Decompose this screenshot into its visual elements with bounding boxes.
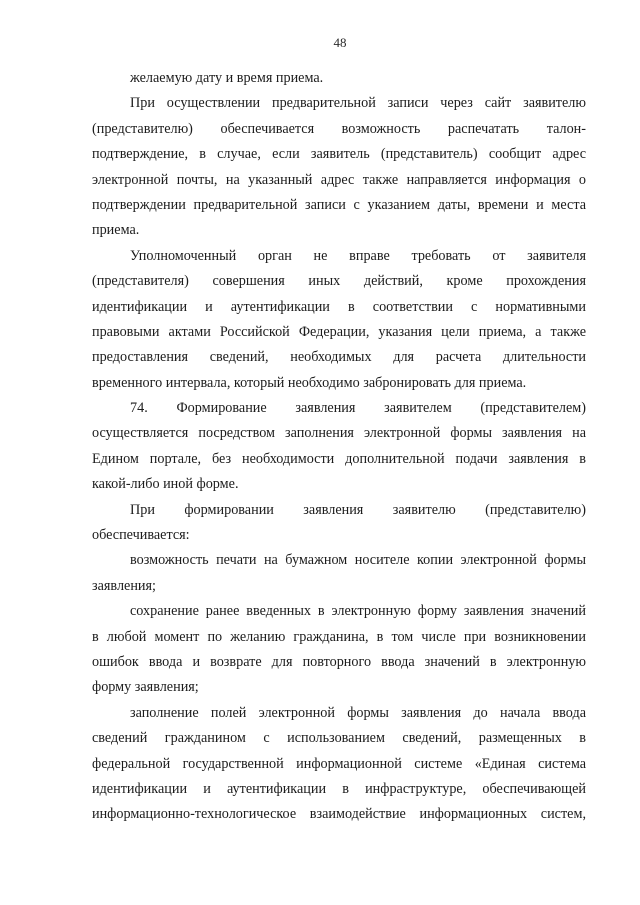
text-line: информационно-технологическое взаимодействие информационных систем, xyxy=(92,806,586,823)
text-line: в любой момент по желанию гражданина, в том числе при возникновении xyxy=(92,628,586,645)
text-line: заполнение полей электронной формы заявления до начала ввода xyxy=(130,704,586,721)
text-line: При формировании заявления заявителю (представителю) xyxy=(130,501,586,518)
paragraph xyxy=(92,498,586,549)
text-line: (представителю) обеспечивается возможность распечатать талон- xyxy=(92,120,586,137)
document-body xyxy=(92,66,586,828)
text-line: какой-либо иной форме. xyxy=(92,476,239,493)
paragraph xyxy=(92,66,586,91)
paragraph xyxy=(92,701,586,828)
text-line: 74. Формирование заявления заявителем (представителем) xyxy=(130,400,586,417)
text-line: обеспечивается: xyxy=(92,527,190,544)
text-line: заявления; xyxy=(92,577,156,594)
paragraph xyxy=(92,599,586,701)
paragraph xyxy=(92,548,586,599)
text-line: подтверждении предварительной записи с указанием даты, времени и места xyxy=(92,196,586,213)
text-line: федеральной государственной информационной системе «Единая система xyxy=(92,755,586,772)
text-line: форму заявления; xyxy=(92,679,199,696)
text-line: осуществляется посредством заполнения электронной формы заявления на xyxy=(92,425,586,442)
text-line: идентификации и аутентификации в соответствии с нормативными xyxy=(92,298,586,315)
text-line: возможность печати на бумажном носителе копии электронной формы xyxy=(130,552,586,569)
text-line: приема. xyxy=(92,222,140,239)
text-line: желаемую дату и время приема. xyxy=(130,70,324,86)
text-line: (представителя) совершения иных действий, кроме прохождения xyxy=(92,273,586,290)
text-line: правовыми актами Российской Федерации, указания цели приема, а также xyxy=(92,323,586,340)
text-line: подтверждение, в случае, если заявитель (представитель) сообщит адрес xyxy=(92,146,586,163)
text-line: идентификации и аутентификации в инфраструктуре, обеспечивающей xyxy=(92,780,586,797)
paragraph xyxy=(92,244,586,396)
text-line: предоставления сведений, необходимых для расчета длительности xyxy=(92,349,586,366)
paragraph xyxy=(92,396,586,498)
text-line: Уполномоченный орган не вправе требовать от заявителя xyxy=(130,247,586,264)
text-line: сведений гражданином с использованием сведений, размещенных в xyxy=(92,730,586,747)
text-line: электронной почты, на указанный адрес также направляется информация о xyxy=(92,171,586,188)
text-line: временного интервала, который необходимо забронировать для приема. xyxy=(92,374,527,391)
text-line: Едином портале, без необходимости дополнительной подачи заявления в xyxy=(92,450,586,467)
paragraph xyxy=(92,91,586,243)
text-line: ошибок ввода и возврате для повторного ввода значений в электронную xyxy=(92,653,586,670)
text-line: сохранение ранее введенных в электронную форму заявления значений xyxy=(130,603,586,620)
page-number: 48 xyxy=(333,35,347,50)
text-line: При осуществлении предварительной записи через сайт заявителю xyxy=(130,95,586,112)
